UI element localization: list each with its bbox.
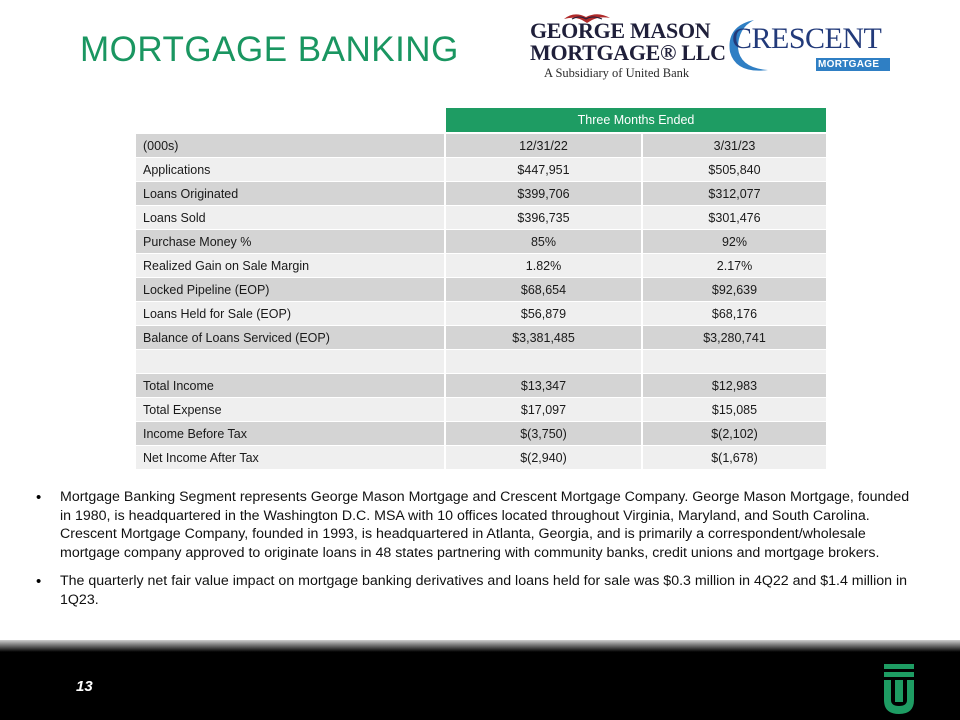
row-value-q4-22: $396,735 [446, 206, 641, 229]
row-value-q1-23: 2.17% [643, 254, 826, 277]
row-value-q4-22: $(3,750) [446, 422, 641, 445]
column-header-q1-23: 3/31/23 [643, 134, 826, 157]
table-column-header-row [136, 134, 826, 157]
row-label: Net Income After Tax [136, 446, 444, 469]
row-label: Total Income [136, 374, 444, 397]
table-row [136, 206, 826, 229]
footer-gradient [0, 640, 960, 652]
row-value-q4-22: $13,347 [446, 374, 641, 397]
bullet-list [36, 488, 926, 620]
row-value-q4-22: $447,951 [446, 158, 641, 181]
table-row-spacer [136, 350, 826, 373]
page-title: MORTGAGE BANKING [80, 30, 459, 69]
header-blank-cell [136, 108, 444, 132]
row-value-q1-23: $68,176 [643, 302, 826, 325]
row-value-q4-22: $(2,940) [446, 446, 641, 469]
row-label: Loans Sold [136, 206, 444, 229]
row-value-q1-23: $15,085 [643, 398, 826, 421]
row-value-q1-23: $(2,102) [643, 422, 826, 445]
row-value-q1-23: $301,476 [643, 206, 826, 229]
row-label: Balance of Loans Serviced (EOP) [136, 326, 444, 349]
table-row [136, 422, 826, 445]
table-row [136, 374, 826, 397]
row-value-q4-22: $68,654 [446, 278, 641, 301]
table-row [136, 182, 826, 205]
row-value-q1-23 [643, 350, 826, 373]
footer-bar [0, 640, 960, 720]
table-row [136, 326, 826, 349]
row-label: Loans Originated [136, 182, 444, 205]
list-item [36, 572, 926, 609]
column-header-units: (000s) [136, 134, 444, 157]
row-value-q1-23: $(1,678) [643, 446, 826, 469]
crescent-wordmark: CRESCENT [732, 22, 882, 55]
row-value-q4-22: 1.82% [446, 254, 641, 277]
mortgage-banking-table [136, 108, 826, 470]
row-value-q4-22 [446, 350, 641, 373]
united-bank-logo-icon [884, 664, 914, 714]
table-row [136, 302, 826, 325]
crescent-mortgage-label: MORTGAGE [818, 59, 880, 70]
table-row [136, 278, 826, 301]
row-label: Realized Gain on Sale Margin [136, 254, 444, 277]
row-value-q4-22: $56,879 [446, 302, 641, 325]
row-value-q1-23: $312,077 [643, 182, 826, 205]
row-value-q1-23: $12,983 [643, 374, 826, 397]
row-value-q1-23: $92,639 [643, 278, 826, 301]
row-label: Income Before Tax [136, 422, 444, 445]
bullet-text: Mortgage Banking Segment represents George Mason Mortgage and Crescent Mortgage Company. George Mason Mortgage, founded in 1980, is headquartered in the Washington D.C. MSA with 10 offices located throughout Virginia, Maryland, and South Carolina. Crescent Mortgage Company, founded in 1993, is headquartered in Atlanta, Georgia, and is primarily a correspondent/wholesale mortgage company approved to originate loans in 48 states partnering with community banks, credit unions and mortgage brokers. [60, 489, 910, 561]
column-header-q4-22: 12/31/22 [446, 134, 641, 157]
three-months-ended-header: Three Months Ended [446, 108, 826, 132]
row-value-q4-22: $399,706 [446, 182, 641, 205]
row-label [136, 350, 444, 373]
table-row [136, 230, 826, 253]
row-label: Purchase Money % [136, 230, 444, 253]
row-value-q4-22: $17,097 [446, 398, 641, 421]
table-row [136, 446, 826, 469]
george-mason-wordmark: GEORGE MASON [530, 18, 711, 43]
crescent-mortgage-logo [724, 12, 894, 78]
row-value-q1-23: $505,840 [643, 158, 826, 181]
bullet-marker: • [36, 489, 42, 506]
page-number: 13 [76, 678, 93, 695]
row-label: Total Expense [136, 398, 444, 421]
table-row [136, 254, 826, 277]
row-value-q4-22: $3,381,485 [446, 326, 641, 349]
row-value-q4-22: 85% [446, 230, 641, 253]
list-item [36, 488, 926, 562]
row-label: Loans Held for Sale (EOP) [136, 302, 444, 325]
bullet-marker: • [36, 573, 42, 591]
table-group-header-row [136, 108, 826, 132]
mortgage-llc-wordmark: MORTGAGE® LLC [530, 40, 726, 65]
table-row [136, 158, 826, 181]
george-mason-mortgage-logo [526, 10, 726, 80]
subsidiary-tagline: A Subsidiary of United Bank [544, 66, 690, 80]
table-row [136, 398, 826, 421]
row-label: Applications [136, 158, 444, 181]
row-label: Locked Pipeline (EOP) [136, 278, 444, 301]
row-value-q1-23: 92% [643, 230, 826, 253]
row-value-q1-23: $3,280,741 [643, 326, 826, 349]
bullet-text: The quarterly net fair value impact on mortgage banking derivatives and loans held for sale was $0.3 million in 4Q22 and $1.4 million in 1Q23. [60, 573, 907, 608]
